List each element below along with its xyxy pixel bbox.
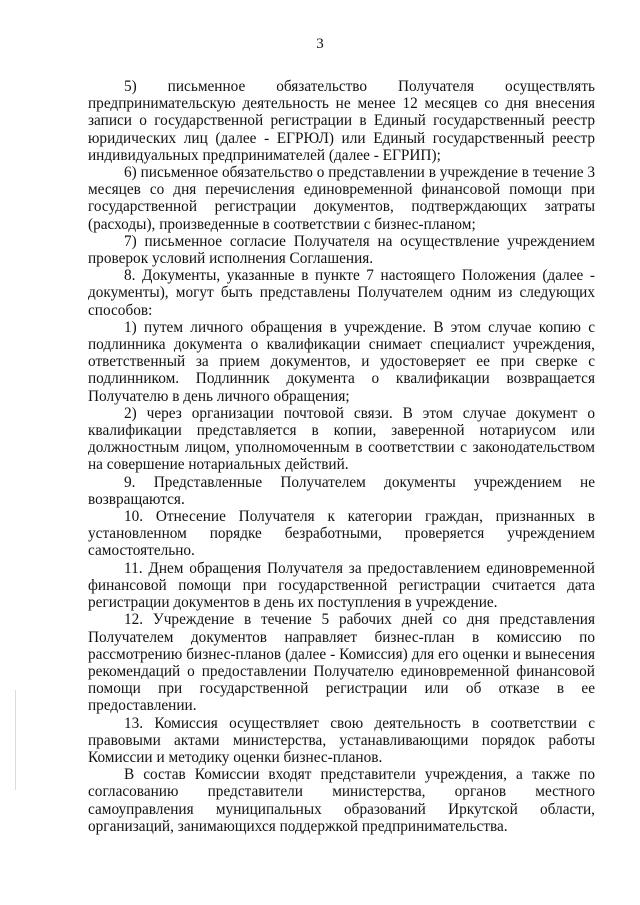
paragraph-clause-11: 11. Днем обращения Получателя за предоставлением единовременной финансовой помощи при государственной регистрации считается дата регистрации документов в день их поступления в учреждение. xyxy=(88,559,595,612)
paragraph-clause-12: 12. Учреждение в течение 5 рабочих дней со дня представления Получателем документов направляет бизнес-план в комиссию по рассмотрению бизнес-планов (далее - Комиссия) для его оценки и вынесения рекомендаций о предоставлении Получателю единовременной финансовой помощи при государственной регистрации или об отказе в ее предоставлении. xyxy=(88,611,595,715)
paragraph-clause-8: 8. Документы, указанные в пункте 7 настоящего Положения (далее - документы), могут быть представлены Получателем одним из следующих способов: xyxy=(88,267,595,319)
document-body xyxy=(88,78,595,835)
paragraph-clause-10: 10. Отнесение Получателя к категории граждан, признанных в установленном порядке безработными, проверяется учреждением самостоятельно. xyxy=(88,508,595,560)
paragraph-item-5-obligation-business: 5) письменное обязательство Получателя осуществлять предпринимательскую деятельность не менее 12 месяцев со дня внесения записи о государственной регистрации в Единый государственный реестр юридических лиц (далее - ЕГРЮЛ) или Единый государственный реестр индивидуальных предпринимателей (далее - ЕГРИП); xyxy=(88,78,595,164)
paragraph-clause-13: 13. Комиссия осуществляет свою деятельность в соответствии с правовыми актами министерства, устанавливающими порядок работы Комиссии и методику оценки бизнес-планов. xyxy=(88,714,595,766)
paragraph-commission-composition: В состав Комиссии входят представители учреждения, а также по согласованию представители министерства, органов местного самоуправления муниципальных образований Иркутской области, организаций, занимающихся поддержкой предпринимательства. xyxy=(88,766,595,835)
page-number: 3 xyxy=(316,36,324,52)
paragraph-method-1-personal: 1) путем личного обращения в учреждение. В этом случае копию с подлинника документа о квалификации снимает специалист учреждения, ответственный за прием документов, и удостоверяет ее при сверке с подлинником. Подлинник документа о квалификации возвращается Получателю в день личного обращения; xyxy=(88,318,595,405)
paragraph-item-6-obligation-expenses: 6) письменное обязательство о представлении в учреждение в течение 3 месяцев со дня перечисления единовременной финансовой помощи при государственной регистрации документов, подтверждающих затраты (расходы), произведенные в соответствии с бизнес-планом; xyxy=(88,164,595,233)
paragraph-clause-9: 9. Представленные Получателем документы учреждением не возвращаются. xyxy=(88,473,595,508)
scan-edge-mark xyxy=(15,690,16,790)
paragraph-method-2-postal: 2) через организации почтовой связи. В этом случае документ о квалификации представляется в копии, заверенной нотариусом или должностным лицом, уполномоченным в соответствии с законодательством на совершение нотариальных действий. xyxy=(88,404,595,474)
paragraph-item-7-consent: 7) письменное согласие Получателя на осуществление учреждением проверок условий исполнения Соглашения. xyxy=(88,232,595,268)
